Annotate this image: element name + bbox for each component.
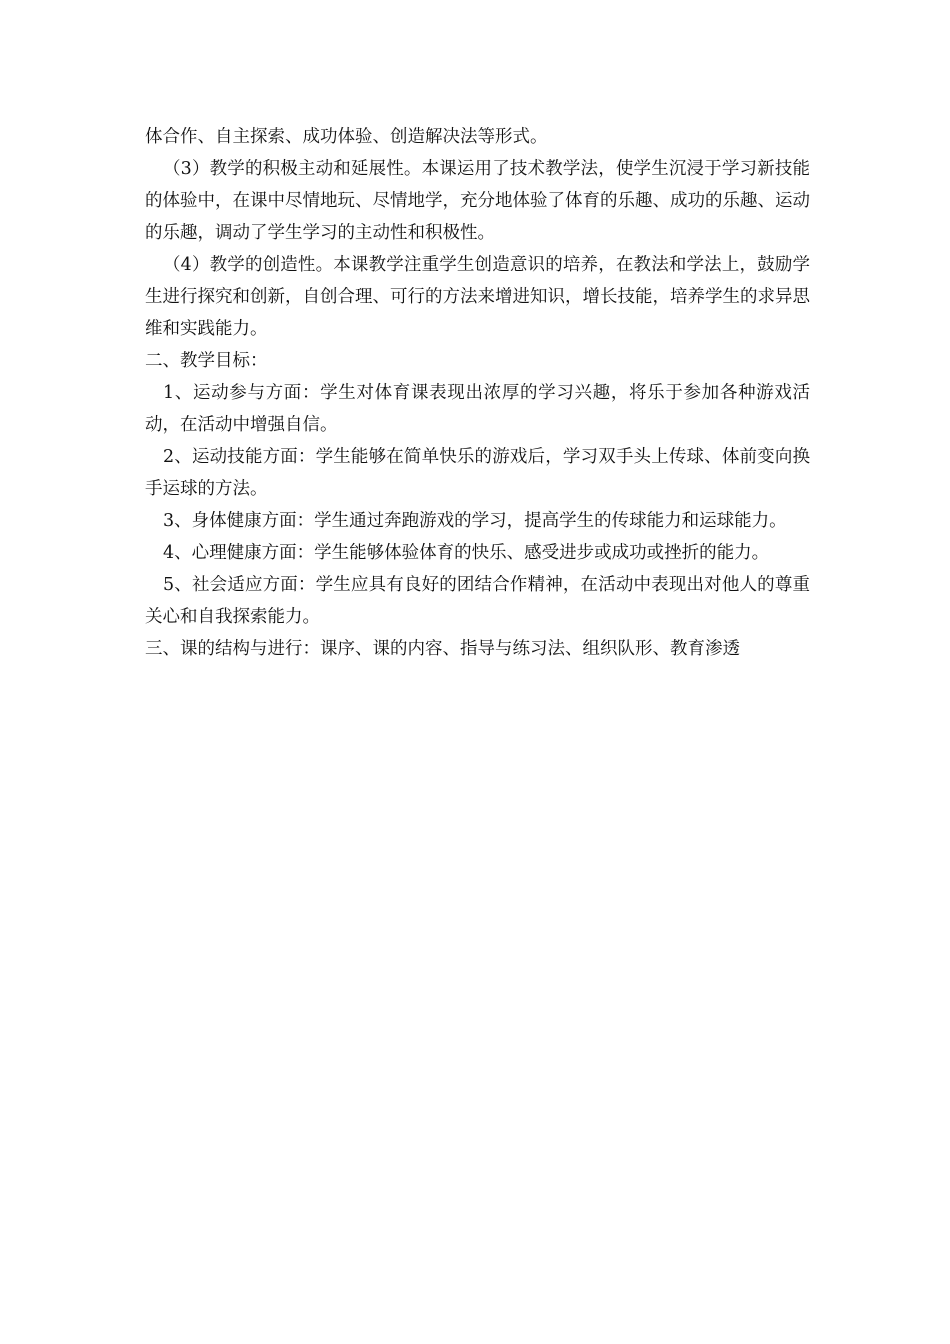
section-two-heading: 二、教学目标： [145, 351, 268, 371]
section-three-heading: 三、课的结构与进行：课序、课的内容、指导与练习法、组织队形、教育渗透 [145, 639, 740, 659]
goal-item-1: 1、运动参与方面：学生对体育课表现出浓厚的学习兴趣，将乐于参加各种游戏活动，在活动中增强自信。 [145, 383, 810, 435]
goal-item-2: 2、运动技能方面：学生能够在简单快乐的游戏后，学习双手头上传球、体前变向换手运球的方法。 [145, 447, 810, 499]
document-body [145, 121, 810, 665]
paragraph-item-3: （3）教学的积极主动和延展性。本课运用了技术教学法，使学生沉浸于学习新技能的体验中，在课中尽情地玩、尽情地学，充分地体验了体育的乐趣、成功的乐趣、运动的乐趣，调动了学生学习的主动性和积极性。 [145, 159, 810, 243]
goal-item-3: 3、身体健康方面：学生通过奔跑游戏的学习，提高学生的传球能力和运球能力。 [163, 511, 787, 531]
paragraph-item-4: （4）教学的创造性。本课教学注重学生创造意识的培养，在教法和学法上，鼓励学生进行探究和创新，自创合理、可行的方法来增进知识，增长技能，培养学生的求异思维和实践能力。 [145, 255, 810, 339]
goal-item-4: 4、心理健康方面：学生能够体验体育的快乐、感受进步或成功或挫折的能力。 [163, 543, 770, 563]
goal-item-5: 5、社会适应方面：学生应具有良好的团结合作精神，在活动中表现出对他人的尊重关心和自我探索能力。 [145, 575, 810, 627]
paragraph-continuation: 体合作、自主探索、成功体验、创造解决法等形式。 [145, 127, 548, 147]
